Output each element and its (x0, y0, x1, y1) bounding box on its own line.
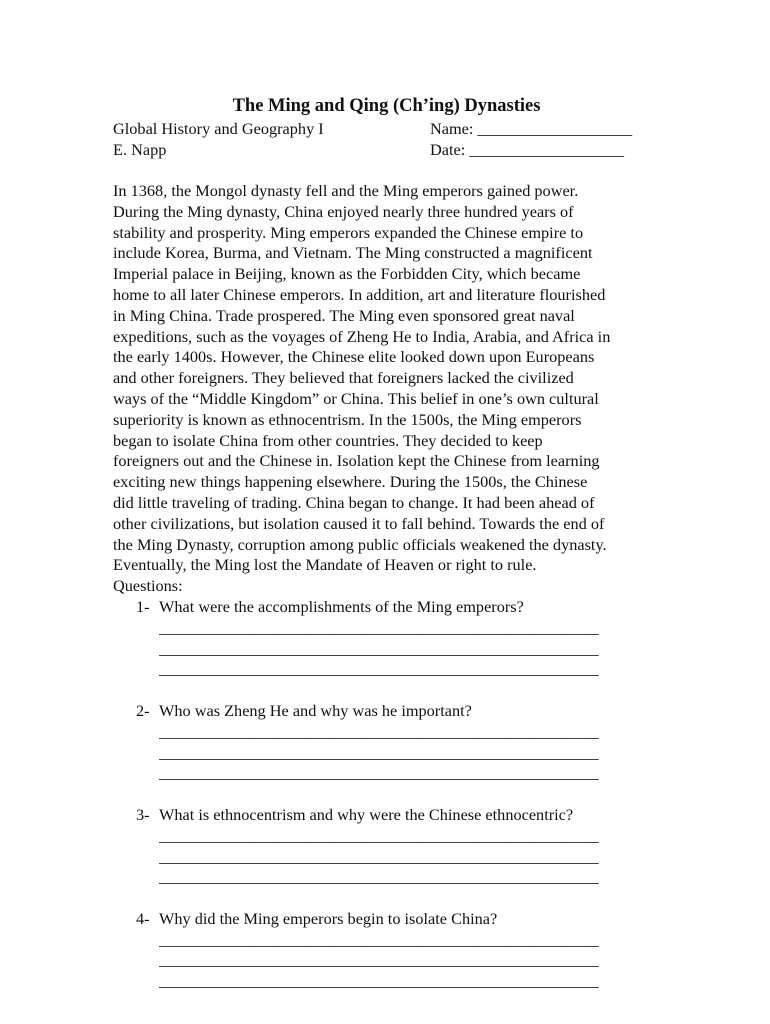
answer-line[interactable]: ______________________________________________________ (159, 742, 599, 762)
passage-line: in Ming China. Trade prospered. The Ming even sponsored great naval (113, 305, 575, 325)
question-item (113, 597, 658, 680)
passage-line: foreigners out and the Chinese in. Isolation kept the Chinese from learning (113, 451, 600, 471)
answer-line[interactable]: ______________________________________________________ (159, 763, 599, 783)
passage-line: ways of the “Middle Kingdom” or China. This belief in one’s own cultural (113, 388, 599, 408)
passage-line: home to all later Chinese emperors. In addition, art and literature flourished (113, 284, 606, 304)
passage-line: superiority is known as ethnocentrism. In the 1500s, the Ming emperors (113, 409, 582, 429)
question-item (113, 701, 658, 784)
passage-line: Eventually, the Ming lost the Mandate of Heaven or right to rule. (113, 555, 537, 575)
question-prompt: What were the accomplishments of the Ming emperors? (159, 596, 524, 616)
passage-line: In 1368, the Mongol dynasty fell and the Ming emperors gained power. (113, 181, 579, 200)
answer-line[interactable]: ______________________________________________________ (159, 617, 599, 637)
question-prompt: Why did the Ming emperors begin to isolate China? (159, 908, 498, 928)
teacher-name: E. Napp (113, 140, 167, 159)
header-row-2 (113, 140, 658, 161)
answer-line[interactable]: ______________________________________________________ (159, 846, 599, 866)
passage-line: expeditions, such as the voyages of Zheng He to India, Arabia, and Africa in (113, 326, 611, 346)
passage-line: Imperial palace in Beijing, known as the Forbidden City, which became (113, 264, 581, 284)
passage-line: did little traveling of trading. China began to change. It had been ahead of (113, 492, 595, 512)
passage-line: other civilizations, but isolation caused it to fall behind. Towards the end of (113, 513, 605, 533)
passage-line: stability and prosperity. Ming emperors expanded the Chinese empire to (113, 222, 584, 242)
question-prompt: What is ethnocentrism and why were the Chinese ethnocentric? (159, 804, 574, 824)
passage-line: include Korea, Burma, and Vietnam. The Ming constructed a magnificent (113, 243, 593, 263)
worksheet-page (113, 93, 658, 1013)
question-number: 4- (136, 908, 150, 928)
question-number: 1- (136, 596, 150, 616)
passage-line: During the Ming dynasty, China enjoyed nearly three hundred years of (113, 201, 574, 221)
passage-line: and other foreigners. They believed that foreigners lacked the civilized (113, 368, 574, 388)
answer-line[interactable]: ______________________________________________________ (159, 638, 599, 658)
answer-line[interactable]: ______________________________________________________ (159, 825, 599, 845)
question-number: 2- (136, 700, 150, 720)
question-prompt: Who was Zheng He and why was he important? (159, 700, 472, 720)
question-text (113, 701, 658, 722)
answer-line[interactable]: ______________________________________________________ (159, 721, 599, 741)
answer-line[interactable]: ______________________________________________________ (159, 971, 599, 991)
question-text (113, 909, 658, 930)
answer-line[interactable]: ______________________________________________________ (159, 929, 599, 949)
page-title: The Ming and Qing (Ch’ing) Dynasties (232, 96, 541, 116)
passage-line: exciting new things happening elsewhere. During the 1500s, the Chinese (113, 472, 588, 492)
reading-passage (113, 181, 658, 576)
question-text (113, 805, 658, 826)
answer-line[interactable]: ______________________________________________________ (159, 950, 599, 970)
answer-line[interactable]: ______________________________________________________ (159, 867, 599, 887)
question-text (113, 597, 658, 618)
question-item (113, 909, 658, 992)
answer-line[interactable]: ______________________________________________________ (159, 659, 599, 679)
questions-label: Questions: (113, 576, 183, 596)
question-list (113, 597, 658, 992)
question-item (113, 805, 658, 888)
passage-line: the Ming Dynasty, corruption among public officials weakened the dynasty. (113, 534, 607, 554)
name-field[interactable]: Name: ___________________ (430, 119, 633, 138)
date-field[interactable]: Date: ___________________ (430, 140, 624, 159)
passage-line: the early 1400s. However, the Chinese elite looked down upon Europeans (113, 347, 595, 367)
course-name: Global History and Geography I (113, 119, 324, 138)
question-number: 3- (136, 804, 150, 824)
header-row-1 (113, 119, 658, 140)
passage-line: began to isolate China from other countries. They decided to keep (113, 430, 543, 450)
